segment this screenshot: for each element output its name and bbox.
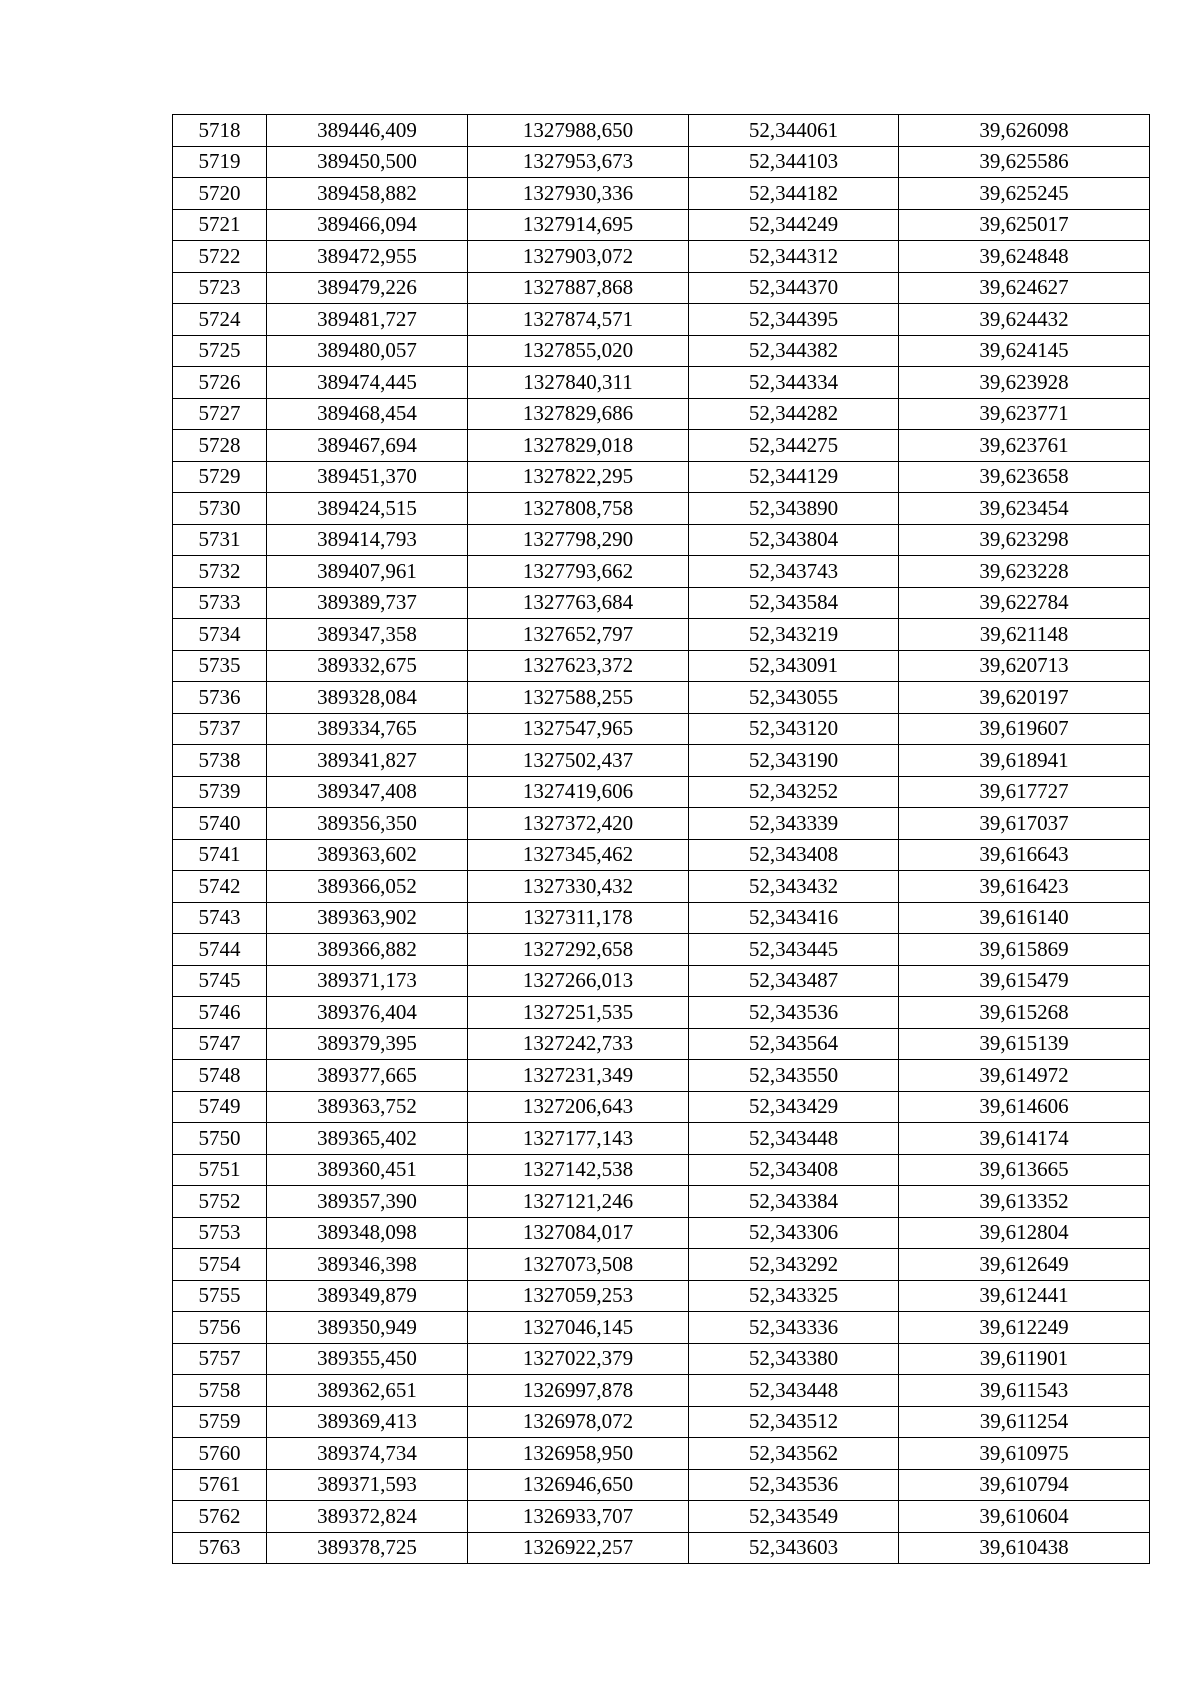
y-coordinate-cell: 1327547,965 <box>468 713 689 745</box>
y-coordinate-cell: 1327798,290 <box>468 524 689 556</box>
latitude-cell: 52,344370 <box>689 272 899 304</box>
longitude-cell: 39,626098 <box>899 115 1150 147</box>
coordinates-table <box>172 114 1150 1564</box>
latitude-cell: 52,343445 <box>689 934 899 966</box>
table-row <box>173 1186 1150 1218</box>
longitude-cell: 39,612649 <box>899 1249 1150 1281</box>
latitude-cell: 52,343562 <box>689 1438 899 1470</box>
table-row <box>173 1123 1150 1155</box>
longitude-cell: 39,610604 <box>899 1501 1150 1533</box>
x-coordinate-cell: 389472,955 <box>267 241 468 273</box>
point-number-cell: 5726 <box>173 367 267 399</box>
latitude-cell: 52,344182 <box>689 178 899 210</box>
x-coordinate-cell: 389372,824 <box>267 1501 468 1533</box>
longitude-cell: 39,620713 <box>899 650 1150 682</box>
latitude-cell: 52,344395 <box>689 304 899 336</box>
table-row <box>173 745 1150 777</box>
y-coordinate-cell: 1326958,950 <box>468 1438 689 1470</box>
point-number-cell: 5721 <box>173 209 267 241</box>
point-number-cell: 5737 <box>173 713 267 745</box>
longitude-cell: 39,623928 <box>899 367 1150 399</box>
y-coordinate-cell: 1327206,643 <box>468 1091 689 1123</box>
y-coordinate-cell: 1327073,508 <box>468 1249 689 1281</box>
y-coordinate-cell: 1327763,684 <box>468 587 689 619</box>
y-coordinate-cell: 1327914,695 <box>468 209 689 241</box>
x-coordinate-cell: 389366,882 <box>267 934 468 966</box>
point-number-cell: 5730 <box>173 493 267 525</box>
x-coordinate-cell: 389451,370 <box>267 461 468 493</box>
y-coordinate-cell: 1327330,432 <box>468 871 689 903</box>
longitude-cell: 39,614174 <box>899 1123 1150 1155</box>
x-coordinate-cell: 389357,390 <box>267 1186 468 1218</box>
point-number-cell: 5723 <box>173 272 267 304</box>
x-coordinate-cell: 389407,961 <box>267 556 468 588</box>
latitude-cell: 52,343306 <box>689 1217 899 1249</box>
y-coordinate-cell: 1327266,013 <box>468 965 689 997</box>
y-coordinate-cell: 1327311,178 <box>468 902 689 934</box>
longitude-cell: 39,625245 <box>899 178 1150 210</box>
point-number-cell: 5758 <box>173 1375 267 1407</box>
table-row <box>173 965 1150 997</box>
longitude-cell: 39,623771 <box>899 398 1150 430</box>
latitude-cell: 52,343429 <box>689 1091 899 1123</box>
point-number-cell: 5735 <box>173 650 267 682</box>
x-coordinate-cell: 389379,395 <box>267 1028 468 1060</box>
latitude-cell: 52,343292 <box>689 1249 899 1281</box>
point-number-cell: 5728 <box>173 430 267 462</box>
longitude-cell: 39,615268 <box>899 997 1150 1029</box>
point-number-cell: 5727 <box>173 398 267 430</box>
latitude-cell: 52,344382 <box>689 335 899 367</box>
latitude-cell: 52,343190 <box>689 745 899 777</box>
y-coordinate-cell: 1327084,017 <box>468 1217 689 1249</box>
x-coordinate-cell: 389374,734 <box>267 1438 468 1470</box>
table-row <box>173 682 1150 714</box>
x-coordinate-cell: 389371,173 <box>267 965 468 997</box>
table-row <box>173 367 1150 399</box>
longitude-cell: 39,613352 <box>899 1186 1150 1218</box>
longitude-cell: 39,610794 <box>899 1469 1150 1501</box>
longitude-cell: 39,624627 <box>899 272 1150 304</box>
point-number-cell: 5725 <box>173 335 267 367</box>
y-coordinate-cell: 1327623,372 <box>468 650 689 682</box>
point-number-cell: 5751 <box>173 1154 267 1186</box>
latitude-cell: 52,343804 <box>689 524 899 556</box>
x-coordinate-cell: 389363,752 <box>267 1091 468 1123</box>
point-number-cell: 5736 <box>173 682 267 714</box>
latitude-cell: 52,343055 <box>689 682 899 714</box>
latitude-cell: 52,343339 <box>689 808 899 840</box>
point-number-cell: 5739 <box>173 776 267 808</box>
x-coordinate-cell: 389365,402 <box>267 1123 468 1155</box>
y-coordinate-cell: 1327953,673 <box>468 146 689 178</box>
x-coordinate-cell: 389480,057 <box>267 335 468 367</box>
y-coordinate-cell: 1327988,650 <box>468 115 689 147</box>
x-coordinate-cell: 389356,350 <box>267 808 468 840</box>
table-row <box>173 241 1150 273</box>
latitude-cell: 52,343743 <box>689 556 899 588</box>
coordinates-table-body <box>173 115 1150 1564</box>
longitude-cell: 39,623658 <box>899 461 1150 493</box>
y-coordinate-cell: 1327793,662 <box>468 556 689 588</box>
longitude-cell: 39,613665 <box>899 1154 1150 1186</box>
point-number-cell: 5746 <box>173 997 267 1029</box>
y-coordinate-cell: 1327231,349 <box>468 1060 689 1092</box>
y-coordinate-cell: 1326922,257 <box>468 1532 689 1564</box>
longitude-cell: 39,614606 <box>899 1091 1150 1123</box>
point-number-cell: 5749 <box>173 1091 267 1123</box>
latitude-cell: 52,343416 <box>689 902 899 934</box>
longitude-cell: 39,612441 <box>899 1280 1150 1312</box>
y-coordinate-cell: 1327242,733 <box>468 1028 689 1060</box>
y-coordinate-cell: 1327046,145 <box>468 1312 689 1344</box>
y-coordinate-cell: 1327142,538 <box>468 1154 689 1186</box>
latitude-cell: 52,343536 <box>689 997 899 1029</box>
longitude-cell: 39,615479 <box>899 965 1150 997</box>
latitude-cell: 52,343487 <box>689 965 899 997</box>
table-row <box>173 871 1150 903</box>
y-coordinate-cell: 1327588,255 <box>468 682 689 714</box>
table-row <box>173 272 1150 304</box>
table-row <box>173 1028 1150 1060</box>
longitude-cell: 39,623298 <box>899 524 1150 556</box>
longitude-cell: 39,621148 <box>899 619 1150 651</box>
x-coordinate-cell: 389363,902 <box>267 902 468 934</box>
longitude-cell: 39,620197 <box>899 682 1150 714</box>
latitude-cell: 52,343448 <box>689 1375 899 1407</box>
x-coordinate-cell: 389474,445 <box>267 367 468 399</box>
y-coordinate-cell: 1327177,143 <box>468 1123 689 1155</box>
longitude-cell: 39,618941 <box>899 745 1150 777</box>
latitude-cell: 52,343432 <box>689 871 899 903</box>
table-row <box>173 619 1150 651</box>
x-coordinate-cell: 389360,451 <box>267 1154 468 1186</box>
y-coordinate-cell: 1327502,437 <box>468 745 689 777</box>
table-row <box>173 1217 1150 1249</box>
table-row <box>173 461 1150 493</box>
x-coordinate-cell: 389362,651 <box>267 1375 468 1407</box>
latitude-cell: 52,343448 <box>689 1123 899 1155</box>
point-number-cell: 5754 <box>173 1249 267 1281</box>
table-row <box>173 1249 1150 1281</box>
y-coordinate-cell: 1327829,686 <box>468 398 689 430</box>
longitude-cell: 39,614972 <box>899 1060 1150 1092</box>
x-coordinate-cell: 389446,409 <box>267 115 468 147</box>
latitude-cell: 52,343380 <box>689 1343 899 1375</box>
longitude-cell: 39,611543 <box>899 1375 1150 1407</box>
x-coordinate-cell: 389363,602 <box>267 839 468 871</box>
longitude-cell: 39,615869 <box>899 934 1150 966</box>
table-row <box>173 1280 1150 1312</box>
table-row <box>173 1312 1150 1344</box>
latitude-cell: 52,344282 <box>689 398 899 430</box>
table-row <box>173 839 1150 871</box>
point-number-cell: 5763 <box>173 1532 267 1564</box>
point-number-cell: 5738 <box>173 745 267 777</box>
longitude-cell: 39,622784 <box>899 587 1150 619</box>
point-number-cell: 5753 <box>173 1217 267 1249</box>
point-number-cell: 5740 <box>173 808 267 840</box>
table-row <box>173 1501 1150 1533</box>
longitude-cell: 39,617037 <box>899 808 1150 840</box>
table-row <box>173 1532 1150 1564</box>
x-coordinate-cell: 389328,084 <box>267 682 468 714</box>
table-row <box>173 1091 1150 1123</box>
table-row <box>173 1060 1150 1092</box>
table-row <box>173 304 1150 336</box>
table-row <box>173 178 1150 210</box>
y-coordinate-cell: 1327059,253 <box>468 1280 689 1312</box>
x-coordinate-cell: 389481,727 <box>267 304 468 336</box>
point-number-cell: 5718 <box>173 115 267 147</box>
longitude-cell: 39,617727 <box>899 776 1150 808</box>
point-number-cell: 5744 <box>173 934 267 966</box>
latitude-cell: 52,344275 <box>689 430 899 462</box>
y-coordinate-cell: 1327822,295 <box>468 461 689 493</box>
x-coordinate-cell: 389389,737 <box>267 587 468 619</box>
x-coordinate-cell: 389466,094 <box>267 209 468 241</box>
y-coordinate-cell: 1327829,018 <box>468 430 689 462</box>
latitude-cell: 52,343550 <box>689 1060 899 1092</box>
latitude-cell: 52,344334 <box>689 367 899 399</box>
point-number-cell: 5734 <box>173 619 267 651</box>
longitude-cell: 39,625017 <box>899 209 1150 241</box>
longitude-cell: 39,624145 <box>899 335 1150 367</box>
point-number-cell: 5759 <box>173 1406 267 1438</box>
point-number-cell: 5733 <box>173 587 267 619</box>
y-coordinate-cell: 1327930,336 <box>468 178 689 210</box>
table-row <box>173 808 1150 840</box>
latitude-cell: 52,343549 <box>689 1501 899 1533</box>
x-coordinate-cell: 389467,694 <box>267 430 468 462</box>
longitude-cell: 39,616643 <box>899 839 1150 871</box>
x-coordinate-cell: 389347,358 <box>267 619 468 651</box>
point-number-cell: 5762 <box>173 1501 267 1533</box>
x-coordinate-cell: 389334,765 <box>267 713 468 745</box>
point-number-cell: 5752 <box>173 1186 267 1218</box>
table-row <box>173 776 1150 808</box>
x-coordinate-cell: 389371,593 <box>267 1469 468 1501</box>
longitude-cell: 39,624848 <box>899 241 1150 273</box>
point-number-cell: 5760 <box>173 1438 267 1470</box>
latitude-cell: 52,343564 <box>689 1028 899 1060</box>
x-coordinate-cell: 389369,413 <box>267 1406 468 1438</box>
longitude-cell: 39,623454 <box>899 493 1150 525</box>
latitude-cell: 52,343890 <box>689 493 899 525</box>
table-row <box>173 335 1150 367</box>
longitude-cell: 39,612249 <box>899 1312 1150 1344</box>
longitude-cell: 39,625586 <box>899 146 1150 178</box>
latitude-cell: 52,343120 <box>689 713 899 745</box>
point-number-cell: 5729 <box>173 461 267 493</box>
latitude-cell: 52,343091 <box>689 650 899 682</box>
table-row <box>173 1469 1150 1501</box>
x-coordinate-cell: 389376,404 <box>267 997 468 1029</box>
table-row <box>173 146 1150 178</box>
point-number-cell: 5724 <box>173 304 267 336</box>
latitude-cell: 52,343325 <box>689 1280 899 1312</box>
y-coordinate-cell: 1327887,868 <box>468 272 689 304</box>
table-row <box>173 1154 1150 1186</box>
latitude-cell: 52,343512 <box>689 1406 899 1438</box>
latitude-cell: 52,344312 <box>689 241 899 273</box>
point-number-cell: 5747 <box>173 1028 267 1060</box>
y-coordinate-cell: 1327372,420 <box>468 808 689 840</box>
y-coordinate-cell: 1327292,658 <box>468 934 689 966</box>
x-coordinate-cell: 389366,052 <box>267 871 468 903</box>
x-coordinate-cell: 389346,398 <box>267 1249 468 1281</box>
latitude-cell: 52,343408 <box>689 839 899 871</box>
point-number-cell: 5743 <box>173 902 267 934</box>
x-coordinate-cell: 389414,793 <box>267 524 468 556</box>
latitude-cell: 52,343408 <box>689 1154 899 1186</box>
x-coordinate-cell: 389332,675 <box>267 650 468 682</box>
y-coordinate-cell: 1326997,878 <box>468 1375 689 1407</box>
latitude-cell: 52,344129 <box>689 461 899 493</box>
x-coordinate-cell: 389424,515 <box>267 493 468 525</box>
table-row <box>173 493 1150 525</box>
latitude-cell: 52,344103 <box>689 146 899 178</box>
table-row <box>173 209 1150 241</box>
point-number-cell: 5757 <box>173 1343 267 1375</box>
point-number-cell: 5741 <box>173 839 267 871</box>
y-coordinate-cell: 1327419,606 <box>468 776 689 808</box>
longitude-cell: 39,612804 <box>899 1217 1150 1249</box>
latitude-cell: 52,343584 <box>689 587 899 619</box>
x-coordinate-cell: 389479,226 <box>267 272 468 304</box>
y-coordinate-cell: 1327808,758 <box>468 493 689 525</box>
x-coordinate-cell: 389348,098 <box>267 1217 468 1249</box>
table-row <box>173 556 1150 588</box>
longitude-cell: 39,611254 <box>899 1406 1150 1438</box>
y-coordinate-cell: 1327121,246 <box>468 1186 689 1218</box>
y-coordinate-cell: 1327652,797 <box>468 619 689 651</box>
table-row <box>173 1375 1150 1407</box>
point-number-cell: 5732 <box>173 556 267 588</box>
table-row <box>173 1343 1150 1375</box>
table-row <box>173 430 1150 462</box>
x-coordinate-cell: 389458,882 <box>267 178 468 210</box>
point-number-cell: 5720 <box>173 178 267 210</box>
x-coordinate-cell: 389347,408 <box>267 776 468 808</box>
x-coordinate-cell: 389350,949 <box>267 1312 468 1344</box>
x-coordinate-cell: 389341,827 <box>267 745 468 777</box>
y-coordinate-cell: 1327251,535 <box>468 997 689 1029</box>
x-coordinate-cell: 389378,725 <box>267 1532 468 1564</box>
longitude-cell: 39,616423 <box>899 871 1150 903</box>
longitude-cell: 39,611901 <box>899 1343 1150 1375</box>
longitude-cell: 39,610438 <box>899 1532 1150 1564</box>
x-coordinate-cell: 389468,454 <box>267 398 468 430</box>
latitude-cell: 52,344061 <box>689 115 899 147</box>
table-row <box>173 1438 1150 1470</box>
point-number-cell: 5750 <box>173 1123 267 1155</box>
longitude-cell: 39,616140 <box>899 902 1150 934</box>
point-number-cell: 5756 <box>173 1312 267 1344</box>
point-number-cell: 5719 <box>173 146 267 178</box>
latitude-cell: 52,343536 <box>689 1469 899 1501</box>
y-coordinate-cell: 1326946,650 <box>468 1469 689 1501</box>
table-row <box>173 587 1150 619</box>
table-row <box>173 997 1150 1029</box>
latitude-cell: 52,344249 <box>689 209 899 241</box>
table-row <box>173 115 1150 147</box>
latitude-cell: 52,343219 <box>689 619 899 651</box>
longitude-cell: 39,623228 <box>899 556 1150 588</box>
latitude-cell: 52,343336 <box>689 1312 899 1344</box>
point-number-cell: 5755 <box>173 1280 267 1312</box>
longitude-cell: 39,623761 <box>899 430 1150 462</box>
x-coordinate-cell: 389450,500 <box>267 146 468 178</box>
y-coordinate-cell: 1326978,072 <box>468 1406 689 1438</box>
table-row <box>173 934 1150 966</box>
point-number-cell: 5731 <box>173 524 267 556</box>
longitude-cell: 39,624432 <box>899 304 1150 336</box>
x-coordinate-cell: 389377,665 <box>267 1060 468 1092</box>
y-coordinate-cell: 1327874,571 <box>468 304 689 336</box>
y-coordinate-cell: 1327840,311 <box>468 367 689 399</box>
point-number-cell: 5745 <box>173 965 267 997</box>
y-coordinate-cell: 1326933,707 <box>468 1501 689 1533</box>
longitude-cell: 39,610975 <box>899 1438 1150 1470</box>
y-coordinate-cell: 1327022,379 <box>468 1343 689 1375</box>
table-row <box>173 524 1150 556</box>
point-number-cell: 5761 <box>173 1469 267 1501</box>
table-row <box>173 902 1150 934</box>
table-row <box>173 398 1150 430</box>
table-row <box>173 1406 1150 1438</box>
x-coordinate-cell: 389349,879 <box>267 1280 468 1312</box>
y-coordinate-cell: 1327903,072 <box>468 241 689 273</box>
latitude-cell: 52,343603 <box>689 1532 899 1564</box>
longitude-cell: 39,615139 <box>899 1028 1150 1060</box>
y-coordinate-cell: 1327855,020 <box>468 335 689 367</box>
longitude-cell: 39,619607 <box>899 713 1150 745</box>
y-coordinate-cell: 1327345,462 <box>468 839 689 871</box>
latitude-cell: 52,343252 <box>689 776 899 808</box>
table-row <box>173 713 1150 745</box>
x-coordinate-cell: 389355,450 <box>267 1343 468 1375</box>
point-number-cell: 5748 <box>173 1060 267 1092</box>
table-row <box>173 650 1150 682</box>
latitude-cell: 52,343384 <box>689 1186 899 1218</box>
point-number-cell: 5742 <box>173 871 267 903</box>
point-number-cell: 5722 <box>173 241 267 273</box>
